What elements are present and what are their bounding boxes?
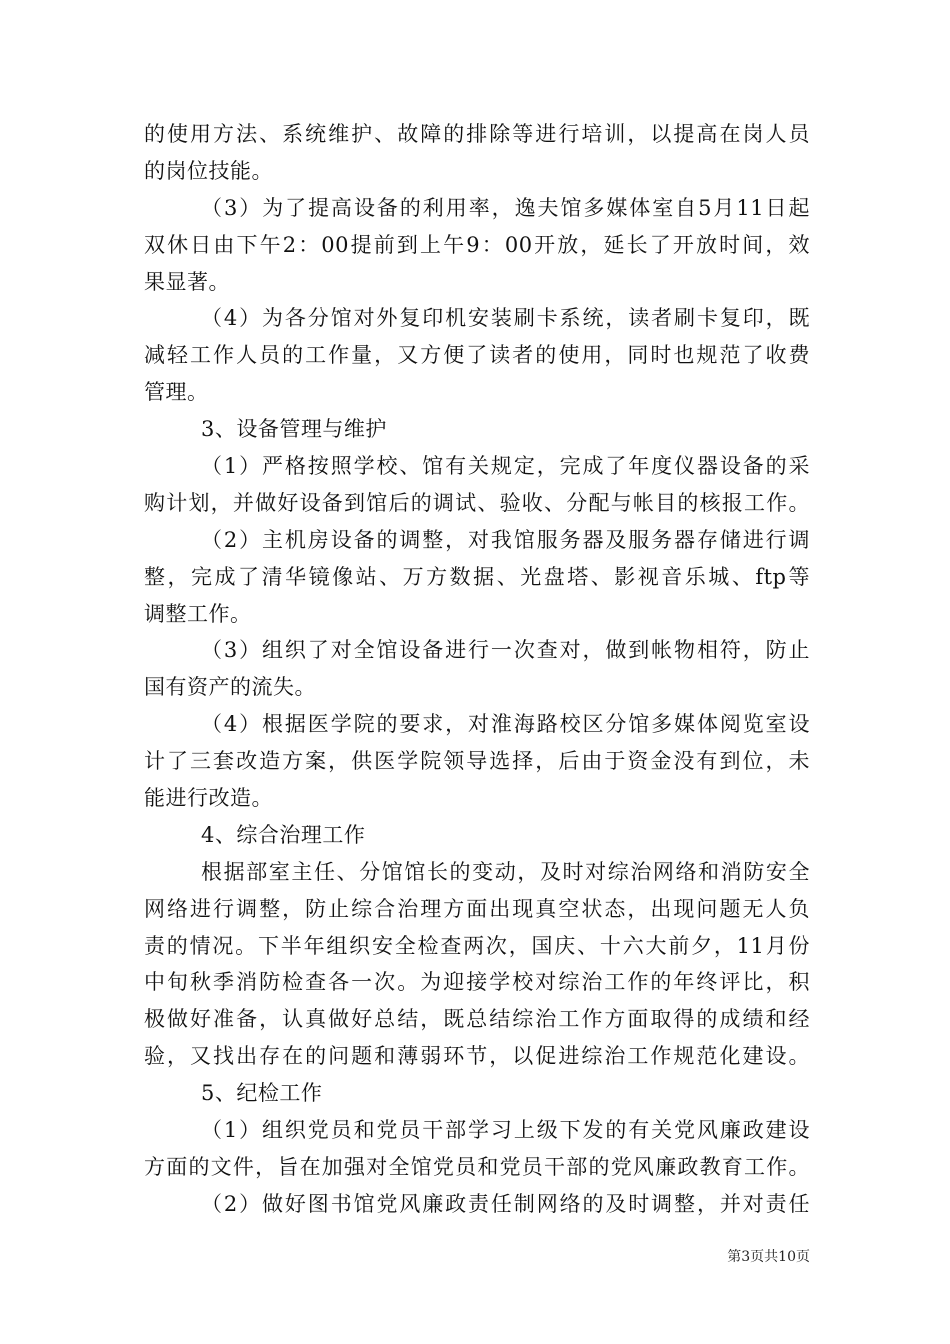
text-line: 方面的文件，旨在加强对全馆党员和党员干部的党风廉政教育工作。 bbox=[144, 1154, 810, 1179]
text-line: 减轻工作人员的工作量，又方便了读者的使用，同时也规范了收费 bbox=[144, 343, 810, 368]
text-line: （1）严格按照学校、馆有关规定，完成了年度仪器设备的采 bbox=[201, 454, 810, 479]
text-line: 的使用方法、系统维护、故障的排除等进行培训，以提高在岗人员 bbox=[144, 122, 810, 146]
text-line: 调整工作。 bbox=[144, 601, 252, 626]
text-line: （4）为各分馆对外复印机安装刷卡系统，读者刷卡复印，既 bbox=[201, 306, 810, 331]
text-line: （2）主机房设备的调整，对我馆服务器及服务器存储进行调 bbox=[201, 527, 810, 552]
text-line: （2）做好图书馆党风廉政责任制网络的及时调整，并对责任 bbox=[201, 1191, 810, 1216]
section-heading: 4、综合治理工作 bbox=[201, 822, 366, 847]
text-line: 中旬秋季消防检查各一次。为迎接学校对综治工作的年终评比，积 bbox=[144, 970, 810, 995]
text-line: 购计划，并做好设备到馆后的调试、验收、分配与帐目的核报工作。 bbox=[144, 490, 810, 515]
text-line: 计了三套改造方案，供医学院领导选择，后由于资金没有到位，未 bbox=[144, 749, 810, 774]
section-heading: 5、纪检工作 bbox=[201, 1081, 323, 1106]
text-line: 能进行改造。 bbox=[144, 786, 273, 811]
text-line: （1）组织党员和党员干部学习上级下发的有关党风廉政建设 bbox=[201, 1118, 810, 1143]
text-line: 果显著。 bbox=[144, 269, 230, 294]
text-line: 的岗位技能。 bbox=[144, 158, 273, 183]
text-line: （3）为了提高设备的利用率，逸夫馆多媒体室自5月11日起 bbox=[201, 195, 810, 220]
text-line: 责的情况。下半年组织安全检查两次，国庆、十六大前夕，11月份 bbox=[144, 933, 810, 958]
text-line: （3）组织了对全馆设备进行一次查对，做到帐物相符，防止 bbox=[201, 638, 810, 663]
document-body bbox=[144, 116, 810, 1223]
text-line: 管理。 bbox=[144, 380, 209, 405]
text-line: 极做好准备，认真做好总结，既总结综治工作方面取得的成绩和经 bbox=[144, 1007, 810, 1032]
text-line: 网络进行调整，防止综合治理方面出现真空状态，出现问题无人负 bbox=[144, 896, 810, 921]
text-line: 根据部室主任、分馆馆长的变动，及时对综治网络和消防安全 bbox=[201, 859, 810, 884]
text-line: 验，又找出存在的问题和薄弱环节，以促进综治工作规范化建设。 bbox=[144, 1044, 810, 1069]
section-heading: 3、设备管理与维护 bbox=[201, 417, 387, 442]
text-line: 整，完成了清华镜像站、万方数据、光盘塔、影视音乐城、ftp等 bbox=[144, 564, 810, 589]
page-number: 第3页共10页 bbox=[727, 1249, 810, 1265]
text-line: 国有资产的流失。 bbox=[144, 675, 316, 700]
text-line: （4）根据医学院的要求，对淮海路校区分馆多媒体阅览室设 bbox=[201, 712, 810, 737]
text-line: 双休日由下午2：00提前到上午9：00开放，延长了开放时间，效 bbox=[144, 232, 810, 257]
